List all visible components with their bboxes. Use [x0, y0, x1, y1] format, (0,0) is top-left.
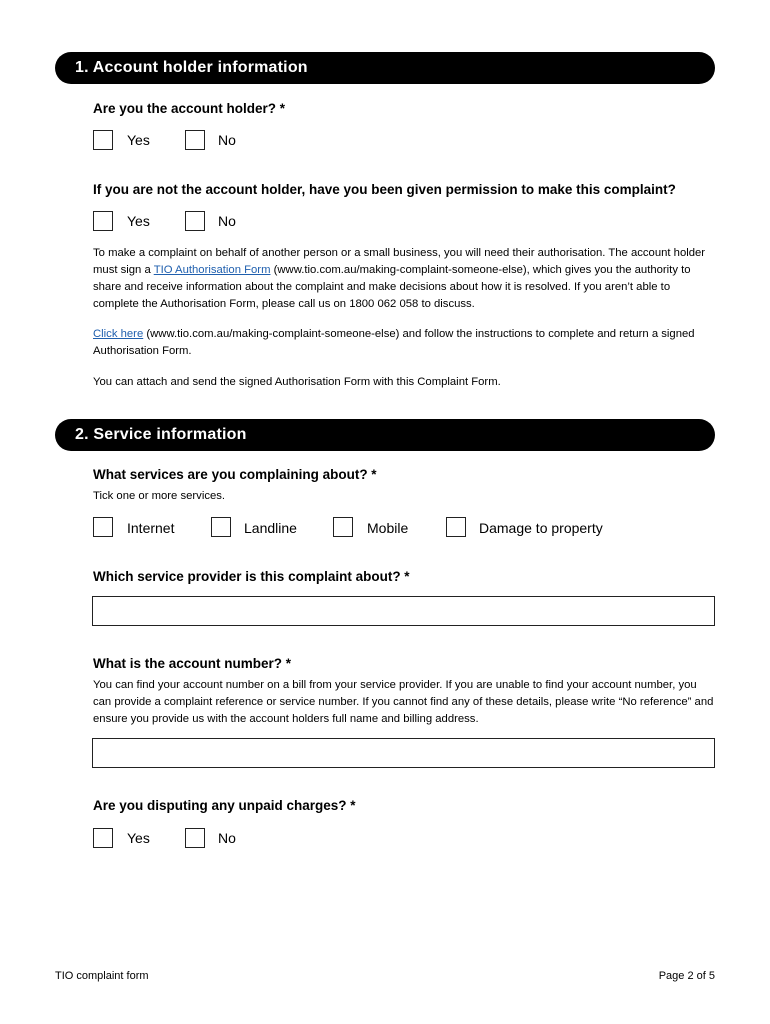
service-mobile-checkbox[interactable]: [333, 517, 353, 537]
attach-form-note: You can attach and send the signed Authorisation Form with this Complaint Form.: [93, 376, 501, 388]
unpaid-no-label: No: [218, 830, 236, 846]
service-damage-checkbox[interactable]: [446, 517, 466, 537]
unpaid-charges-question: Are you disputing any unpaid charges? *: [93, 798, 356, 813]
unpaid-yes-checkbox[interactable]: [93, 828, 113, 848]
service-mobile-label: Mobile: [367, 520, 409, 536]
section-2-header: 2. Service information: [55, 419, 715, 451]
account-number-hint: You can find your account number on a bill from your service provider. If you are unable to find your account number, you can provide a complaint reference or service number. If you cannot find any of these details, please write “No reference” and ensure you provide us with the account holders full name and billing address.: [93, 679, 714, 725]
services-question: What services are you complaining about? *: [93, 467, 377, 482]
permission-no-checkbox[interactable]: [185, 211, 205, 231]
footer-page-number: Page 2 of 5: [658, 970, 715, 982]
account-holder-no-label: No: [218, 132, 236, 148]
permission-no-label: No: [218, 213, 236, 229]
account-holder-no-checkbox[interactable]: [185, 130, 205, 150]
provider-input[interactable]: [92, 596, 715, 626]
account-number-input[interactable]: [92, 738, 715, 768]
footer-form-name: TIO complaint form: [55, 970, 149, 982]
click-here-link[interactable]: Click here: [93, 328, 144, 340]
authorisation-paragraph: To make a complaint on behalf of another person or a small business, you will need their authorisation. The account holder must sign a TIO Authorisation Form (www.tio.com.au/making-complaint-someone-else), which gives you the authority to share and receive information about the complaint and make decisions about how it is resolved. If you aren’t able to complete the Authorisation Form, please call us on 1800 062 058 to discuss.: [93, 247, 706, 310]
service-landline-label: Landline: [244, 520, 297, 536]
section-1-header: 1. Account holder information: [55, 52, 715, 84]
service-internet-label: Internet: [127, 520, 175, 536]
provider-question: Which service provider is this complaint about? *: [93, 569, 410, 584]
permission-question: If you are not the account holder, have you been given permission to make this complaint?: [93, 182, 676, 197]
services-hint: Tick one or more services.: [93, 490, 226, 502]
account-holder-yes-checkbox[interactable]: [93, 130, 113, 150]
service-landline-checkbox[interactable]: [211, 517, 231, 537]
permission-yes-checkbox[interactable]: [93, 211, 113, 231]
service-damage-label: Damage to property: [479, 520, 603, 536]
unpaid-yes-label: Yes: [127, 830, 150, 846]
tio-authorisation-form-link[interactable]: TIO Authorisation Form: [153, 264, 271, 276]
permission-yes-label: Yes: [127, 213, 150, 229]
service-internet-checkbox[interactable]: [93, 517, 113, 537]
account-holder-yes-label: Yes: [127, 132, 150, 148]
account-number-question: What is the account number? *: [93, 656, 292, 671]
click-here-paragraph: Click here (www.tio.com.au/making-complaint-someone-else) and follow the instructions to complete and return a signed Authorisation Form.: [93, 328, 695, 357]
unpaid-no-checkbox[interactable]: [185, 828, 205, 848]
account-holder-question: Are you the account holder? *: [93, 101, 286, 116]
